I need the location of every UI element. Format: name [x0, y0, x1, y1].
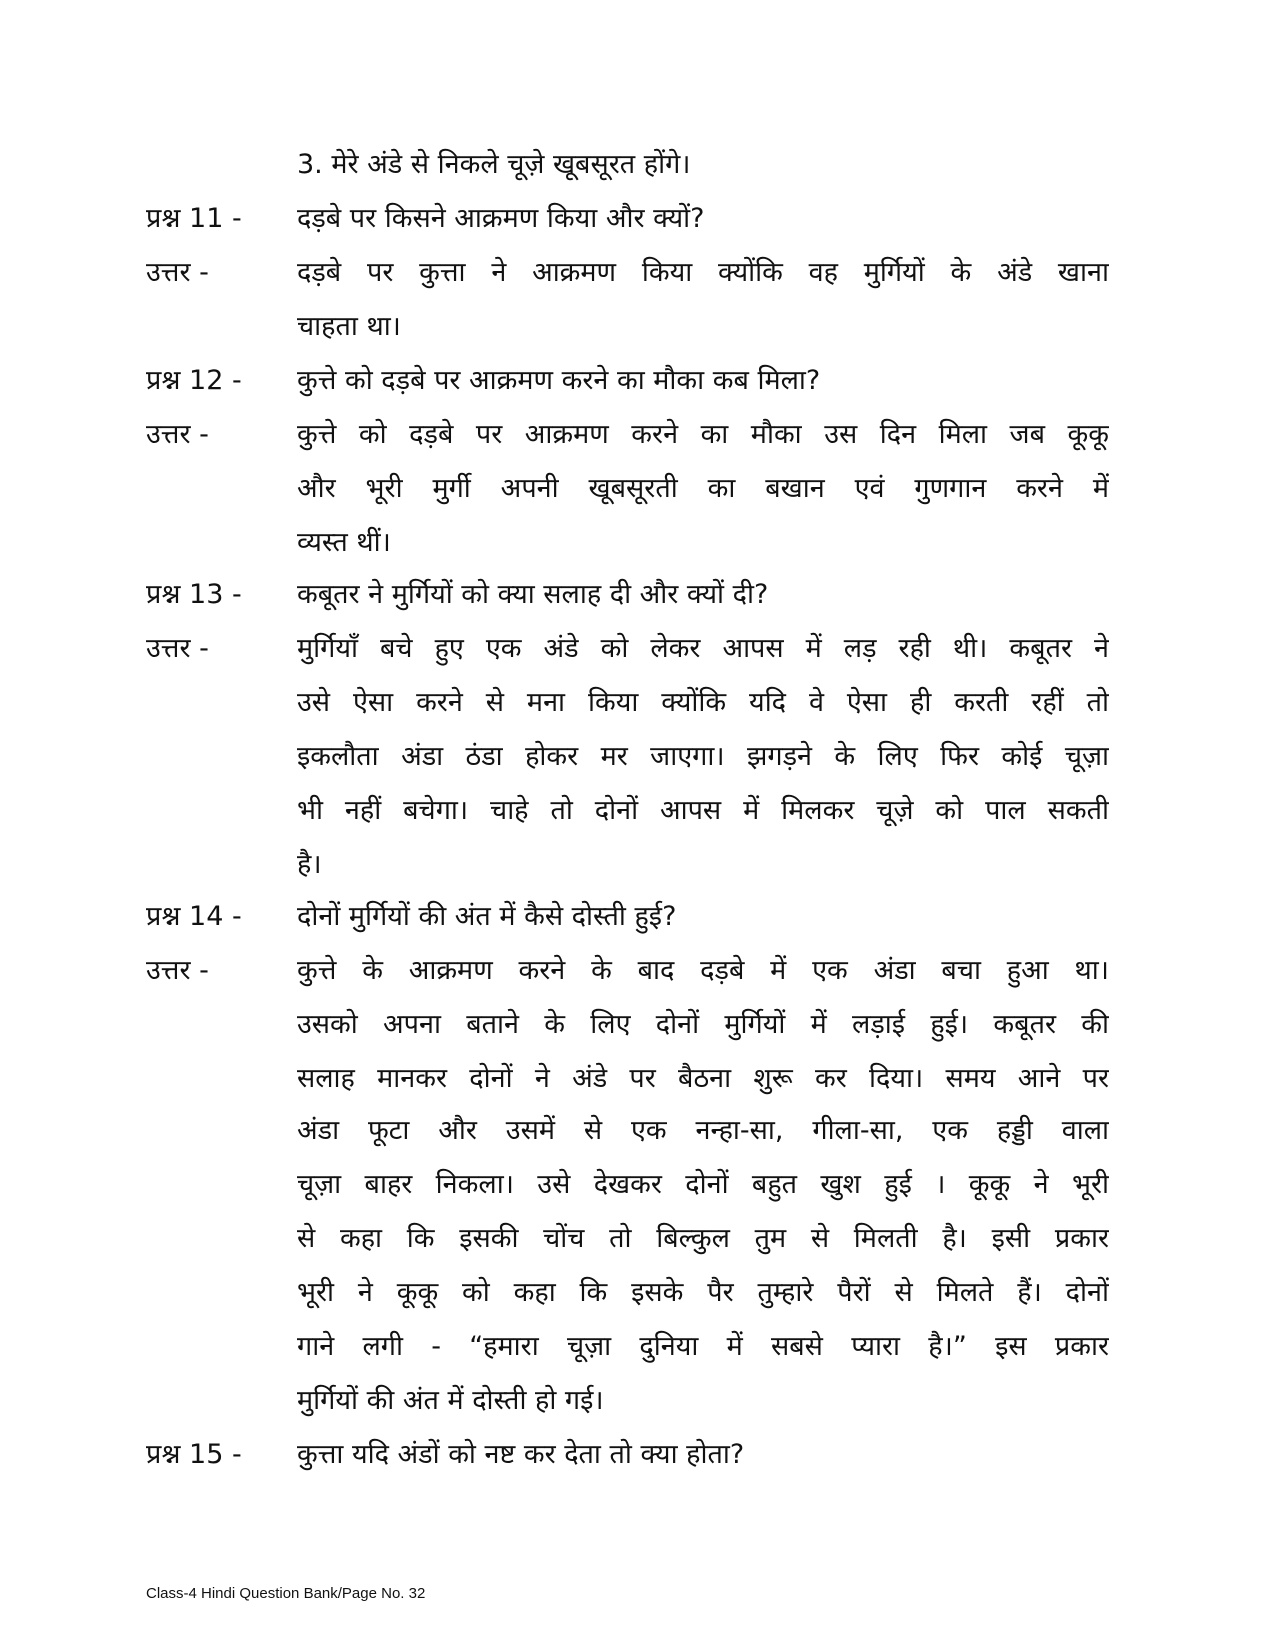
- line-text: कबूतर ने मुर्गियों को क्या सलाह दी और क्यों दी?: [297, 579, 769, 610]
- line-text: है।: [297, 849, 322, 880]
- text-line: [0, 462, 1275, 516]
- line-text: से कहा कि इसकी चोंच तो बिल्कुल तुम से मिलती है। इसी प्रकार: [297, 1223, 1109, 1254]
- question-label: प्रश्न 15 -: [146, 1439, 242, 1470]
- text-line: [0, 676, 1275, 730]
- line-text: अंडा फूटा और उसमें से एक नन्हा-सा, गीला-सा, एक हड्डी वाला: [297, 1115, 1109, 1146]
- question-label: प्रश्न 14 -: [146, 901, 242, 932]
- text-line: [0, 300, 1275, 354]
- line-text: गाने लगी - “हमारा चूज़ा दुनिया में सबसे प्यारा है।” इस प्रकार: [297, 1331, 1109, 1362]
- answer-label: उत्तर -: [146, 633, 209, 664]
- line-text: चाहता था।: [297, 311, 401, 342]
- text-line: [0, 944, 1275, 998]
- answer-label: उत्तर -: [146, 257, 209, 288]
- line-text: दड़बे पर कुत्ता ने आक्रमण किया क्योंकि वह मुर्गियों के अंडे खाना: [297, 257, 1109, 288]
- text-line: [0, 1052, 1275, 1106]
- line-text: चूज़ा बाहर निकला। उसे देखकर दोनों बहुत खुश हुई । कूकू ने भूरी: [297, 1169, 1109, 1200]
- text-line: [0, 354, 1275, 408]
- line-text: उसे ऐसा करने से मना किया क्योंकि यदि वे ऐसा ही करती रहीं तो: [297, 687, 1109, 718]
- question-label: प्रश्न 11 -: [146, 203, 242, 234]
- page-footer: Class-4 Hindi Question Bank/Page No. 32: [146, 1585, 426, 1602]
- line-text: इकलौता अंडा ठंडा होकर मर जाएगा। झगड़ने के लिए फिर कोई चूज़ा: [297, 741, 1109, 772]
- line-text: कुत्ता यदि अंडों को नष्ट कर देता तो क्या होता?: [297, 1439, 745, 1470]
- question-label: प्रश्न 12 -: [146, 365, 242, 396]
- text-line: [0, 890, 1275, 944]
- text-line: [0, 516, 1275, 570]
- text-line: [0, 1428, 1275, 1482]
- text-line: [0, 1266, 1275, 1320]
- line-text: दोनों मुर्गियों की अंत में कैसे दोस्ती हुई?: [297, 901, 677, 932]
- line-text: और भूरी मुर्गी अपनी खूबसूरती का बखान एवं गुणगान करने में: [297, 473, 1109, 504]
- text-line: [0, 730, 1275, 784]
- line-text: कुत्ते के आक्रमण करने के बाद दड़बे में एक अंडा बचा हुआ था।: [297, 955, 1109, 986]
- text-line: [0, 1158, 1275, 1212]
- text-line: [0, 568, 1275, 622]
- text-line: [0, 1212, 1275, 1266]
- line-text: भूरी ने कूकू को कहा कि इसके पैर तुम्हारे पैरों से मिलते हैं। दोनों: [297, 1277, 1109, 1308]
- text-line: [0, 622, 1275, 676]
- text-line: [0, 1320, 1275, 1374]
- line-text: 3. मेरे अंडे से निकले चूज़े खूबसूरत होंगे।: [297, 149, 691, 180]
- line-text: सलाह मानकर दोनों ने अंडे पर बैठना शुरू कर दिया। समय आने पर: [297, 1063, 1109, 1094]
- line-text: उसको अपना बताने के लिए दोनों मुर्गियों में लड़ाई हुई। कबूतर की: [297, 1009, 1109, 1040]
- text-line: [0, 138, 1275, 192]
- text-line: [0, 192, 1275, 246]
- answer-label: उत्तर -: [146, 955, 209, 986]
- line-text: व्यस्त थीं।: [297, 527, 391, 558]
- line-text: कुत्ते को दड़बे पर आक्रमण करने का मौका उस दिन मिला जब कूकू: [297, 419, 1109, 450]
- text-line: [0, 408, 1275, 462]
- question-label: प्रश्न 13 -: [146, 579, 242, 610]
- text-line: [0, 1374, 1275, 1428]
- line-text: मुर्गियाँ बचे हुए एक अंडे को लेकर आपस में लड़ रही थी। कबूतर ने: [297, 633, 1109, 664]
- text-line: [0, 838, 1275, 892]
- line-text: कुत्ते को दड़बे पर आक्रमण करने का मौका कब मिला?: [297, 365, 821, 396]
- line-text: मुर्गियों की अंत में दोस्ती हो गई।: [297, 1385, 604, 1416]
- text-line: [0, 1104, 1275, 1158]
- text-line: [0, 998, 1275, 1052]
- text-line: [0, 246, 1275, 300]
- line-text: दड़बे पर किसने आक्रमण किया और क्यों?: [297, 203, 705, 234]
- answer-label: उत्तर -: [146, 419, 209, 450]
- line-text: भी नहीं बचेगा। चाहे तो दोनों आपस में मिलकर चूज़े को पाल सकती: [297, 795, 1109, 826]
- text-line: [0, 784, 1275, 838]
